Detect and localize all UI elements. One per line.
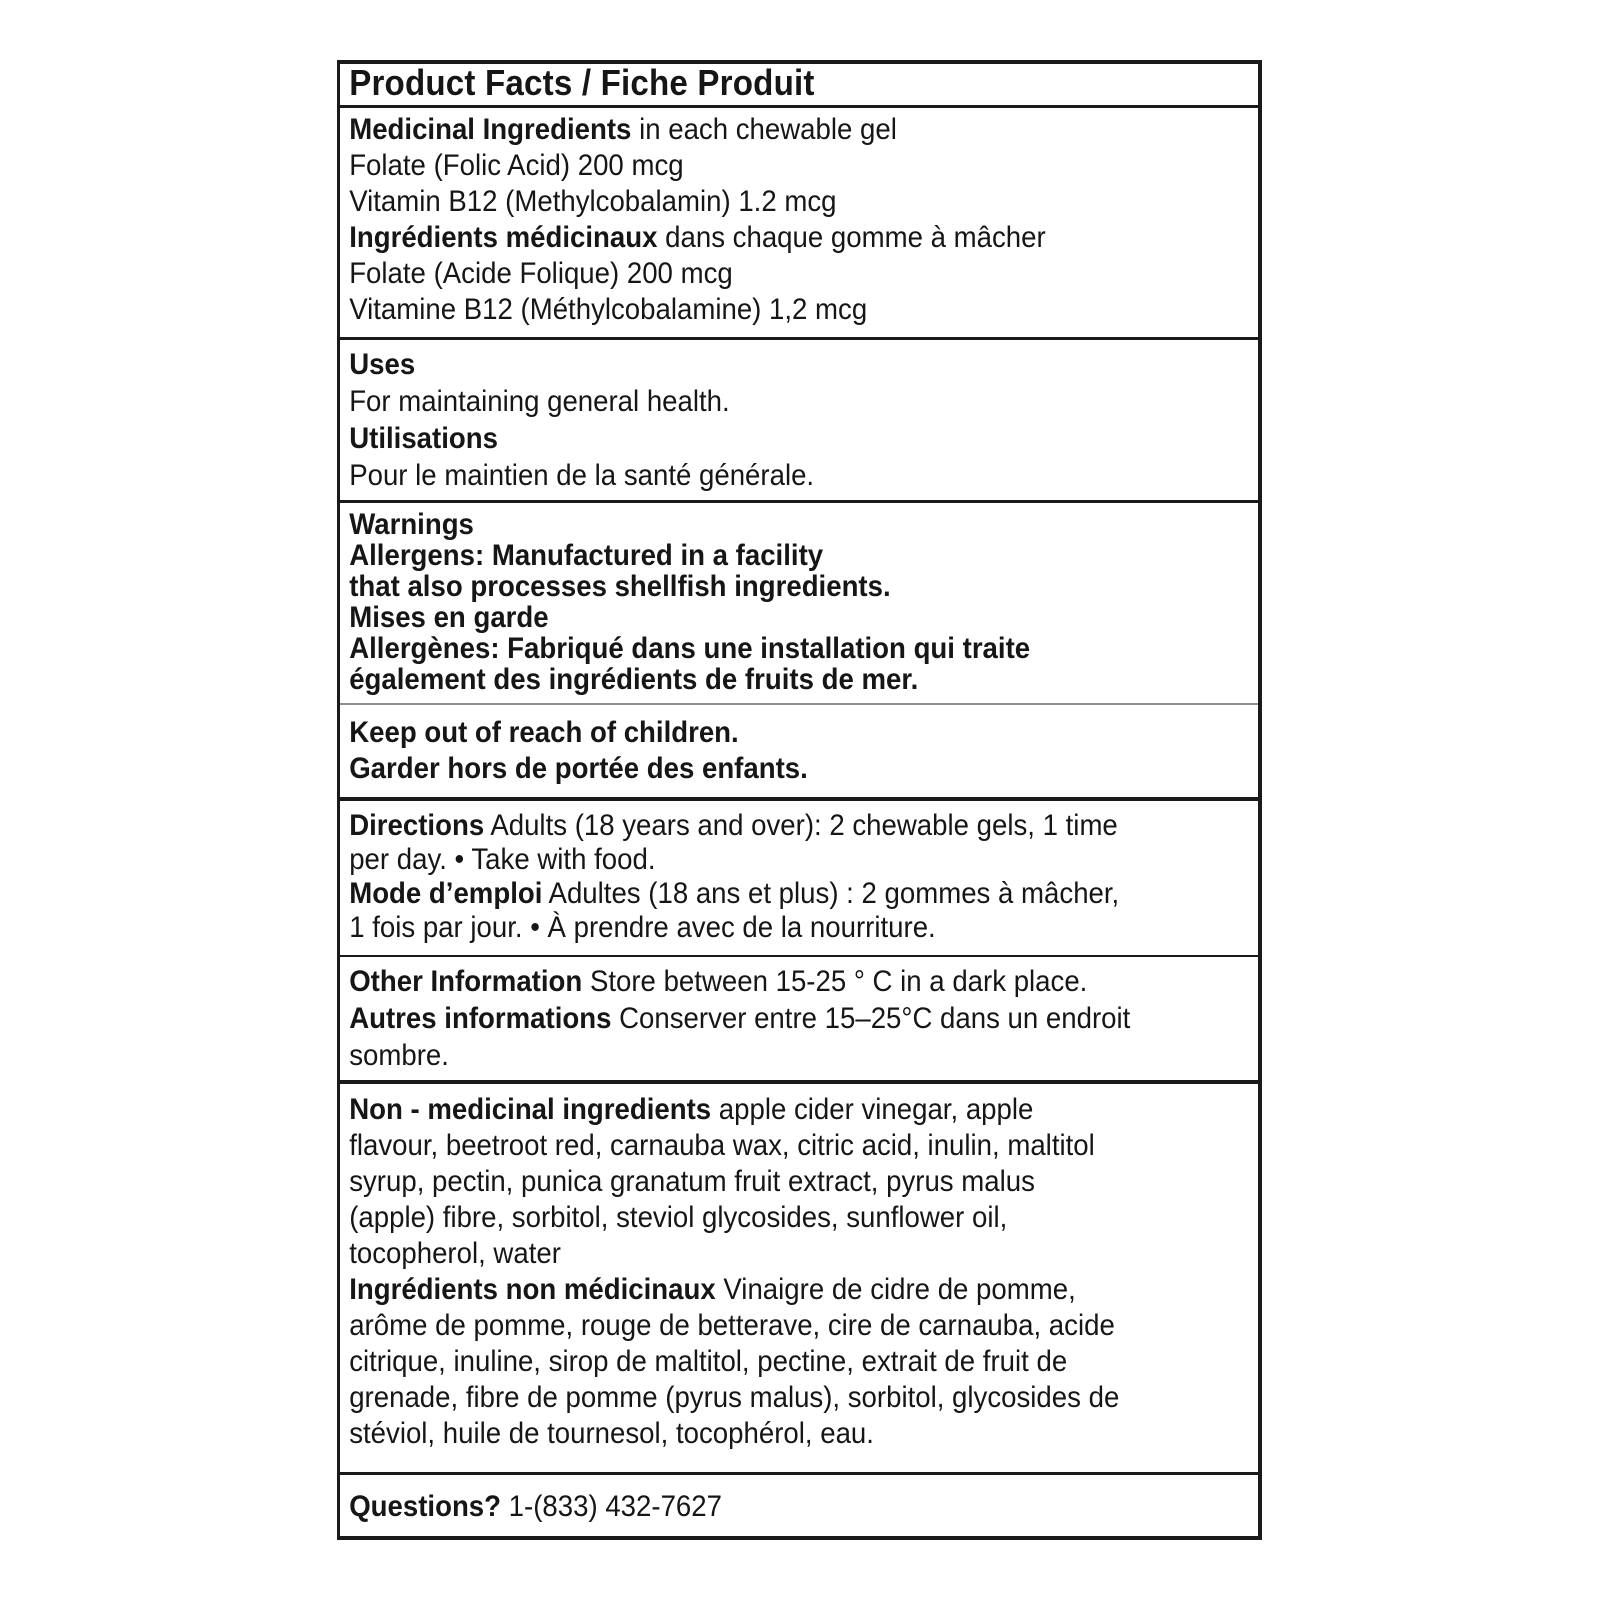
text-line: [349, 420, 1249, 457]
text-line: [349, 220, 1249, 256]
text-run: Garder hors de portée des enfants.: [349, 752, 808, 785]
text-run: Other Information: [349, 965, 583, 998]
section-warnings: [340, 500, 1258, 703]
label-sections: [340, 108, 1258, 1533]
text-run: Ingrédients médicinaux: [349, 221, 658, 254]
section-non-medicinal-ingredients: [340, 1080, 1258, 1472]
text-run: Utilisations: [349, 422, 498, 455]
label-title: Product Facts / Fiche Produit: [340, 64, 1258, 108]
text-run: 1 fois par jour. • À prendre avec de la nourriture.: [349, 911, 936, 944]
product-facts-label: [337, 60, 1262, 1540]
text-run: For maintaining general health.: [349, 385, 730, 418]
text-run: sombre.: [349, 1039, 449, 1072]
text-run: (apple) fibre, sorbitol, steviol glycosides, sunflower oil,: [349, 1201, 1008, 1234]
text-line: [349, 911, 1249, 945]
text-run: Store between 15-25 ° C in a dark place.: [582, 965, 1088, 998]
section-keep-out-of-reach: [340, 703, 1258, 797]
text-run: that also processes shellfish ingredients.: [349, 570, 891, 603]
text-line: [349, 843, 1249, 877]
text-line: [349, 877, 1249, 911]
text-run: Allergènes: Fabriqué dans une installation qui traite: [349, 632, 1031, 665]
text-line: [349, 1037, 1249, 1074]
text-line: [349, 112, 1249, 148]
text-line: [349, 1416, 1249, 1452]
text-run: Vitamine B12 (Méthylcobalamine) 1,2 mcg: [349, 293, 868, 326]
text-run: Autres informations: [349, 1002, 612, 1035]
text-run: dans chaque gomme à mâcher: [657, 221, 1046, 254]
text-run: Adultes (18 ans et plus) : 2 gommes à mâcher,: [542, 877, 1120, 910]
text-line: [349, 1164, 1249, 1200]
text-run: Folate (Acide Folique) 200 mcg: [349, 257, 733, 290]
text-line: [349, 1236, 1249, 1272]
text-run: syrup, pectin, punica granatum fruit extract, pyrus malus: [349, 1165, 1035, 1198]
text-run: Allergens: Manufactured in a facility: [349, 539, 824, 572]
text-line: [349, 602, 1249, 633]
text-line: [349, 184, 1249, 220]
text-line: [349, 1128, 1249, 1164]
text-line: [349, 148, 1249, 184]
text-run: Uses: [349, 348, 416, 381]
section-other-information: [340, 955, 1258, 1080]
text-line: [349, 1000, 1249, 1037]
text-line: [349, 664, 1249, 695]
text-line: [349, 509, 1249, 540]
text-line: [349, 571, 1249, 602]
text-line: [349, 963, 1249, 1000]
text-run: Ingrédients non médicinaux: [349, 1273, 716, 1306]
section-uses: [340, 337, 1258, 500]
text-line: [349, 751, 1249, 787]
text-run: Medicinal Ingredients: [349, 113, 632, 146]
text-line: [349, 633, 1249, 664]
text-run: Adults (18 years and over): 2 chewable gels, 1 time: [484, 809, 1118, 842]
text-line: [349, 715, 1249, 751]
text-run: Vitamin B12 (Methylcobalamin) 1.2 mcg: [349, 185, 837, 218]
text-line: [349, 1489, 1249, 1525]
text-line: [349, 1308, 1249, 1344]
text-run: in each chewable gel: [631, 113, 897, 146]
text-run: Questions?: [349, 1490, 502, 1523]
text-run: Folate (Folic Acid) 200 mcg: [349, 149, 684, 182]
text-run: Mises en garde: [349, 601, 549, 634]
text-run: Vinaigre de cidre de pomme,: [715, 1273, 1076, 1306]
label-content: [340, 64, 1258, 1533]
text-line: [349, 1092, 1249, 1128]
section-medicinal-ingredients: [340, 108, 1258, 337]
text-run: 1-(833) 432-7627: [501, 1490, 722, 1523]
text-run: Directions: [349, 809, 485, 842]
text-run: Warnings: [349, 508, 474, 541]
text-run: flavour, beetroot red, carnauba wax, citric acid, inulin, maltitol: [349, 1129, 1095, 1162]
text-line: [349, 346, 1249, 383]
text-line: [349, 256, 1249, 292]
text-line: [349, 1272, 1249, 1308]
text-run: citrique, inuline, sirop de maltitol, pectine, extrait de fruit de: [349, 1345, 1068, 1378]
text-run: stéviol, huile de tournesol, tocophérol, eau.: [349, 1417, 874, 1450]
text-line: [349, 1200, 1249, 1236]
text-line: [349, 383, 1249, 420]
section-directions: [340, 797, 1258, 955]
section-questions: [340, 1472, 1258, 1533]
text-run: tocopherol, water: [349, 1237, 561, 1270]
text-run: Keep out of reach of children.: [349, 716, 739, 749]
text-run: Conserver entre 15–25°C dans un endroit: [611, 1002, 1131, 1035]
text-run: Non - medicinal ingredients: [349, 1093, 712, 1126]
text-run: grenade, fibre de pomme (pyrus malus), sorbitol, glycosides de: [349, 1381, 1120, 1414]
text-run: per day. • Take with food.: [349, 843, 656, 876]
text-line: [349, 292, 1249, 328]
text-run: également des ingrédients de fruits de mer.: [349, 663, 919, 696]
text-run: Mode d’emploi: [349, 877, 543, 910]
text-run: apple cider vinegar, apple: [711, 1093, 1034, 1126]
text-line: [349, 809, 1249, 843]
text-line: [349, 457, 1249, 494]
text-line: [349, 1344, 1249, 1380]
text-run: Pour le maintien de la santé générale.: [349, 459, 815, 492]
text-line: [349, 1380, 1249, 1416]
text-run: arôme de pomme, rouge de betterave, cire de carnauba, acide: [349, 1309, 1115, 1342]
text-line: [349, 540, 1249, 571]
